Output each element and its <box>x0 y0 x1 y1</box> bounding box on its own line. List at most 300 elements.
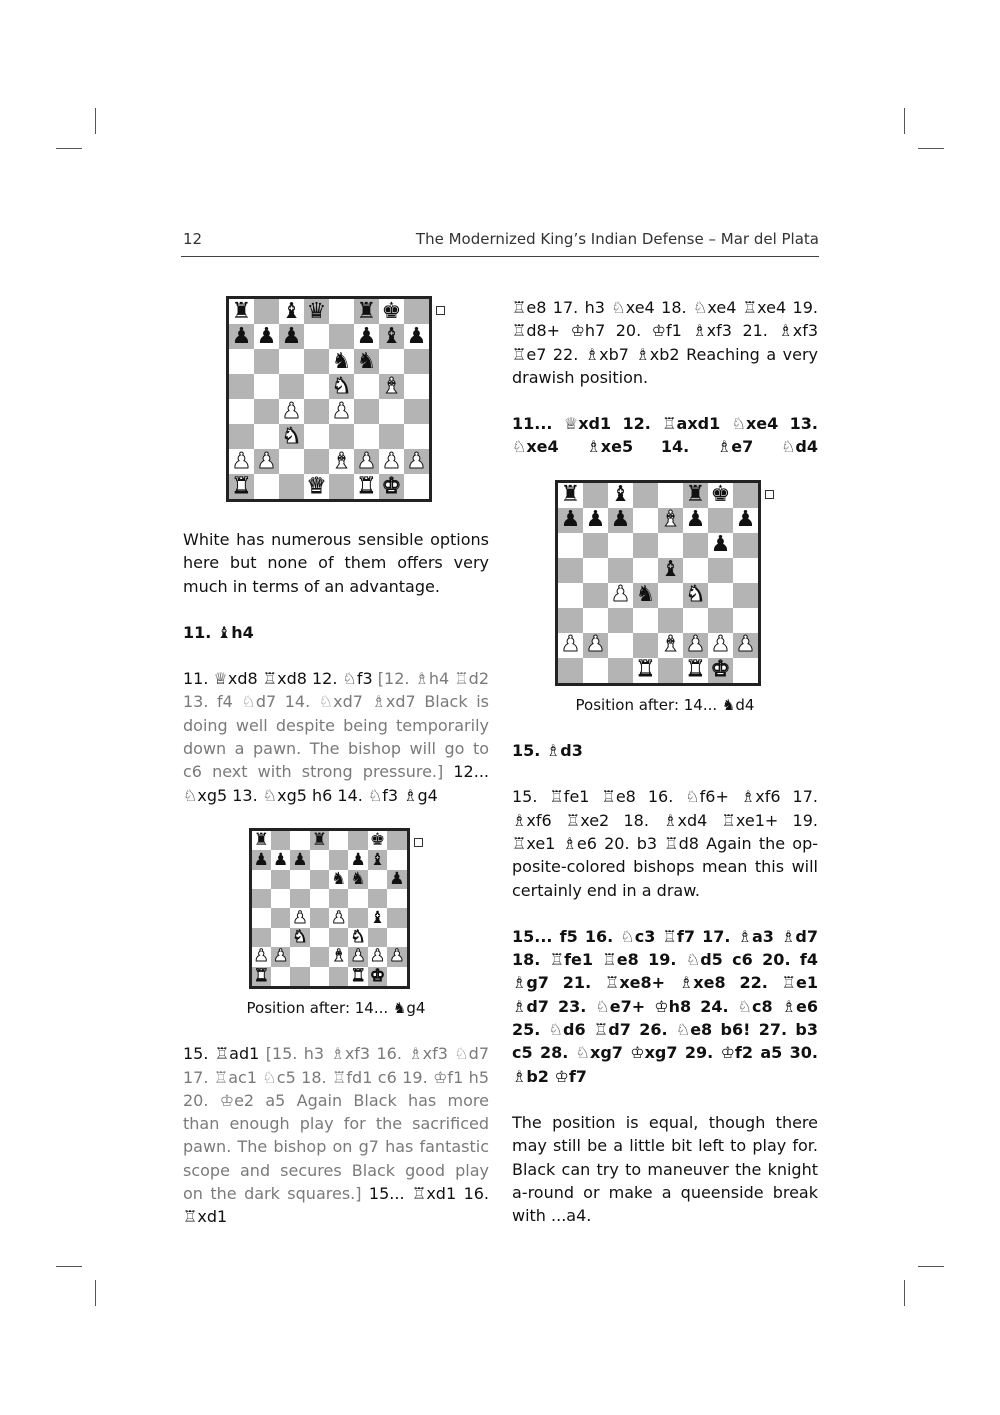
square-f7 <box>354 324 379 349</box>
paragraph: The position is equal, though there may still be a little bit left to play for. Black can try to maneuver the knight a-round or make a queenside break with ...a4. <box>512 1112 818 1226</box>
square-c6 <box>608 533 633 558</box>
black-bishop-icon: ♝ <box>660 557 681 583</box>
square-h6 <box>387 870 406 889</box>
square-d3 <box>633 608 658 633</box>
chess-diagram <box>226 296 446 504</box>
square-f7 <box>683 508 708 533</box>
square-h1 <box>733 658 758 683</box>
paragraph: White has numerous sensible options here but none of them offers very much in terms of an advantage. <box>183 530 489 596</box>
square-e2 <box>658 633 683 658</box>
square-a3 <box>558 608 583 633</box>
white-rook-icon: ♜ <box>635 657 656 683</box>
chess-diagram <box>249 828 424 991</box>
square-c3 <box>608 608 633 633</box>
black-rook-icon: ♜ <box>311 830 327 851</box>
square-a2 <box>252 947 271 966</box>
square-h7 <box>404 324 429 349</box>
square-e6 <box>658 533 683 558</box>
square-e8 <box>329 299 354 324</box>
square-d5 <box>304 374 329 399</box>
black-pawn-icon: ♟ <box>685 507 706 533</box>
square-b8 <box>271 831 290 850</box>
square-h5 <box>733 558 758 583</box>
white-king-icon: ♚ <box>369 965 386 986</box>
square-h3 <box>404 424 429 449</box>
square-g6 <box>708 533 733 558</box>
square-c5 <box>290 889 309 908</box>
square-g6 <box>368 870 387 889</box>
square-g3 <box>708 608 733 633</box>
square-d4 <box>310 908 329 927</box>
black-pawn-icon: ♟ <box>560 507 581 533</box>
crop-mark <box>56 1266 82 1267</box>
square-b7 <box>271 850 290 869</box>
square-c4 <box>608 583 633 608</box>
chessboard <box>249 828 410 989</box>
white-rook-icon: ♜ <box>253 965 269 986</box>
square-b8 <box>254 299 279 324</box>
black-rook-icon: ♜ <box>560 482 581 508</box>
crop-mark <box>918 1266 944 1267</box>
square-h2 <box>387 947 406 966</box>
square-g4 <box>379 399 404 424</box>
black-king-icon: ♚ <box>381 298 402 324</box>
square-d8 <box>304 299 329 324</box>
white-pawn-icon: ♟ <box>560 632 581 658</box>
square-f4 <box>354 399 379 424</box>
square-d7 <box>304 324 329 349</box>
square-e3 <box>329 424 354 449</box>
black-bishop-icon: ♝ <box>369 849 386 870</box>
white-knight-icon: ♞ <box>685 582 706 608</box>
white-rook-icon: ♜ <box>350 965 366 986</box>
square-a5 <box>229 374 254 399</box>
white-pawn-icon: ♟ <box>381 448 402 474</box>
square-g8 <box>368 831 387 850</box>
white-to-move-indicator <box>765 490 774 499</box>
square-f1 <box>683 658 708 683</box>
white-rook-icon: ♜ <box>356 473 377 499</box>
square-h2 <box>404 449 429 474</box>
white-knight-icon: ♞ <box>281 423 302 449</box>
white-pawn-icon: ♟ <box>272 946 289 967</box>
running-header <box>181 230 819 256</box>
square-a4 <box>252 908 271 927</box>
square-h4 <box>404 399 429 424</box>
square-h4 <box>733 583 758 608</box>
square-b4 <box>583 583 608 608</box>
square-h7 <box>733 508 758 533</box>
black-pawn-icon: ♟ <box>585 507 606 533</box>
square-e7 <box>329 324 354 349</box>
square-b4 <box>254 399 279 424</box>
square-f3 <box>354 424 379 449</box>
white-pawn-icon: ♟ <box>350 946 366 967</box>
page-number: 12 <box>183 230 203 248</box>
square-d8 <box>633 483 658 508</box>
black-rook-icon: ♜ <box>231 298 252 324</box>
black-queen-icon: ♛ <box>306 298 327 324</box>
square-b3 <box>254 424 279 449</box>
square-f4 <box>348 908 367 927</box>
square-c3 <box>279 424 304 449</box>
mainline-text: 12... ♘xg5 13. ♘xg5 h6 14. ♘f3 ♗g4 <box>183 762 489 805</box>
square-e2 <box>329 947 348 966</box>
square-b5 <box>583 558 608 583</box>
square-d5 <box>310 889 329 908</box>
square-c6 <box>290 870 309 889</box>
square-h5 <box>387 889 406 908</box>
square-g7 <box>368 850 387 869</box>
black-pawn-icon: ♟ <box>231 323 252 349</box>
white-bishop-icon: ♝ <box>660 507 681 533</box>
black-king-icon: ♚ <box>710 482 731 508</box>
chess-diagram <box>555 480 775 688</box>
square-a7 <box>252 850 271 869</box>
square-b7 <box>254 324 279 349</box>
square-f8 <box>683 483 708 508</box>
square-g6 <box>379 349 404 374</box>
square-c7 <box>608 508 633 533</box>
white-bishop-icon: ♝ <box>660 632 681 658</box>
chessboard <box>555 480 761 686</box>
square-f1 <box>348 967 367 986</box>
white-queen-icon: ♛ <box>306 473 327 499</box>
square-a8 <box>229 299 254 324</box>
square-a7 <box>229 324 254 349</box>
square-d7 <box>633 508 658 533</box>
square-g8 <box>708 483 733 508</box>
white-pawn-icon: ♟ <box>735 632 756 658</box>
square-d7 <box>310 850 329 869</box>
square-c2 <box>608 633 633 658</box>
black-pawn-icon: ♟ <box>389 868 405 889</box>
square-f2 <box>348 947 367 966</box>
square-c5 <box>608 558 633 583</box>
square-d3 <box>310 928 329 947</box>
white-pawn-icon: ♟ <box>585 632 606 658</box>
black-rook-icon: ♜ <box>253 830 269 851</box>
book-title: The Modernized King’s Indian Defense – Mar del Plata <box>415 230 819 248</box>
square-f5 <box>348 889 367 908</box>
white-rook-icon: ♜ <box>231 473 252 499</box>
white-pawn-icon: ♟ <box>231 448 252 474</box>
square-h2 <box>733 633 758 658</box>
mainline-text: 15. ♖ad1 <box>183 1044 266 1064</box>
white-pawn-icon: ♟ <box>331 398 352 424</box>
square-c7 <box>290 850 309 869</box>
square-f7 <box>348 850 367 869</box>
square-f6 <box>683 533 708 558</box>
square-g5 <box>379 374 404 399</box>
black-knight-icon: ♞ <box>635 582 656 608</box>
black-pawn-icon: ♟ <box>610 507 631 533</box>
square-b7 <box>583 508 608 533</box>
square-a8 <box>558 483 583 508</box>
square-d2 <box>633 633 658 658</box>
chessboard <box>226 296 432 502</box>
square-b5 <box>254 374 279 399</box>
white-pawn-icon: ♟ <box>253 946 269 967</box>
white-pawn-icon: ♟ <box>281 398 302 424</box>
square-d4 <box>304 399 329 424</box>
move-heading: 11. ♝h4 <box>183 622 254 642</box>
black-knight-icon: ♞ <box>356 348 377 374</box>
square-f5 <box>354 374 379 399</box>
black-king-icon: ♚ <box>369 830 386 851</box>
square-c7 <box>279 324 304 349</box>
square-b1 <box>583 658 608 683</box>
square-c2 <box>279 449 304 474</box>
square-h5 <box>404 374 429 399</box>
square-e4 <box>329 908 348 927</box>
square-d1 <box>633 658 658 683</box>
move-line: 15... f5 16. ♘c3 ♖f7 17. ♗a3 ♗d7 18. ♖fe1 ♖e8 19. ♘d5 c6 20. f4 ♗g7 21. ♖xe8+ ♗xe8 22. ♖e1 ♗d7 23. ♘e7+ ♔h8 24. ♘c8 ♗e6 25. ♘d6 ♖d7 26. ♘e8 b6! 27. b3 c5 28. ♘xg7 ♔xg7 29. ♔f2 a5 30. ♗b2 ♔f7 <box>512 926 818 1086</box>
square-a7 <box>558 508 583 533</box>
crop-mark <box>904 1280 905 1306</box>
square-e4 <box>658 583 683 608</box>
diagram-caption: Position after: 14... ♞g4 <box>246 998 426 1017</box>
square-a3 <box>252 928 271 947</box>
square-a4 <box>558 583 583 608</box>
square-c8 <box>608 483 633 508</box>
white-knight-icon: ♞ <box>292 927 308 948</box>
square-b4 <box>271 908 290 927</box>
square-a1 <box>229 474 254 499</box>
square-a4 <box>229 399 254 424</box>
square-d6 <box>304 349 329 374</box>
white-pawn-icon: ♟ <box>292 907 308 928</box>
square-d2 <box>304 449 329 474</box>
square-g1 <box>368 967 387 986</box>
square-c6 <box>279 349 304 374</box>
crop-mark <box>904 108 905 134</box>
square-g4 <box>368 908 387 927</box>
square-h3 <box>733 608 758 633</box>
square-c4 <box>290 908 309 927</box>
black-rook-icon: ♜ <box>356 298 377 324</box>
square-h1 <box>387 967 406 986</box>
square-e7 <box>329 850 348 869</box>
annotation-paragraph <box>183 667 489 807</box>
header-rule <box>181 256 819 257</box>
square-h1 <box>404 474 429 499</box>
variation-text: [12. ♗h4 ♖d2 13. f4 ♘d7 14. ♘xd7 ♗xd7 Black is doing well despite being temporarily down a pawn. The bishop will go to c6 next with strong pressure.] <box>183 669 490 782</box>
move-line: 11... ♕xd1 12. ♖axd1 ♘xe4 13. ♘xe4 ♗xe5 14. ♗e7 ♘d4 <box>512 414 818 457</box>
black-pawn-icon: ♟ <box>253 849 269 870</box>
annotation-paragraph: 15. ♖fe1 ♖e8 16. ♘f6+ ♗xf6 17. ♗xf6 ♖xe2 18. ♗xd4 ♖xe1+ 19. ♖xe1 ♗e6 20. b3 ♖d8 Again the op-posite-colored bishops mean this will certainly end in a draw. <box>512 787 818 900</box>
square-e6 <box>329 349 354 374</box>
crop-mark <box>56 148 82 149</box>
square-d3 <box>304 424 329 449</box>
square-h8 <box>404 299 429 324</box>
mainline-text: 11. ♕xd8 ♖xd8 12. ♘f3 <box>183 669 378 689</box>
square-e1 <box>329 474 354 499</box>
white-rook-icon: ♜ <box>685 657 706 683</box>
square-c5 <box>279 374 304 399</box>
square-b2 <box>583 633 608 658</box>
black-pawn-icon: ♟ <box>350 849 366 870</box>
square-e1 <box>329 967 348 986</box>
square-c3 <box>290 928 309 947</box>
square-b6 <box>583 533 608 558</box>
square-a6 <box>252 870 271 889</box>
variation-text: [15. h3 ♗xf3 16. ♗xf3 ♘d7 17. ♖ac1 ♘c5 18. ♖fd1 c6 19. ♔f1 h5 20. ♔e2 a5 Again Black has more than enough play for the sacrificed pawn. The bishop on g7 has fantastic scope and secures Black good play on the dark squares.] <box>183 1044 489 1204</box>
square-d5 <box>633 558 658 583</box>
white-to-move-indicator <box>436 306 445 315</box>
square-d8 <box>310 831 329 850</box>
square-h8 <box>387 831 406 850</box>
black-bishop-icon: ♝ <box>369 907 386 928</box>
square-b3 <box>271 928 290 947</box>
square-e5 <box>658 558 683 583</box>
square-f3 <box>348 928 367 947</box>
black-pawn-icon: ♟ <box>272 849 289 870</box>
square-c1 <box>608 658 633 683</box>
square-a1 <box>252 967 271 986</box>
black-bishop-icon: ♝ <box>610 482 631 508</box>
black-knight-icon: ♞ <box>331 868 347 889</box>
square-f2 <box>683 633 708 658</box>
crop-mark <box>95 108 96 134</box>
square-c4 <box>279 399 304 424</box>
square-b1 <box>271 967 290 986</box>
square-a6 <box>558 533 583 558</box>
square-e3 <box>329 928 348 947</box>
black-pawn-icon: ♟ <box>256 323 277 349</box>
black-pawn-icon: ♟ <box>281 323 302 349</box>
square-h6 <box>733 533 758 558</box>
square-g1 <box>708 658 733 683</box>
white-bishop-icon: ♝ <box>331 448 352 474</box>
square-f3 <box>683 608 708 633</box>
white-pawn-icon: ♟ <box>610 582 631 608</box>
square-f1 <box>354 474 379 499</box>
square-a5 <box>558 558 583 583</box>
black-pawn-icon: ♟ <box>735 507 756 533</box>
square-a8 <box>252 831 271 850</box>
square-b8 <box>583 483 608 508</box>
square-e3 <box>658 608 683 633</box>
square-b6 <box>271 870 290 889</box>
white-pawn-icon: ♟ <box>356 448 377 474</box>
square-b2 <box>271 947 290 966</box>
black-pawn-icon: ♟ <box>292 849 308 870</box>
white-pawn-icon: ♟ <box>710 632 731 658</box>
square-e4 <box>329 399 354 424</box>
square-b5 <box>271 889 290 908</box>
square-e8 <box>658 483 683 508</box>
square-e5 <box>329 889 348 908</box>
annotation-paragraph <box>183 1042 489 1228</box>
square-c2 <box>290 947 309 966</box>
square-c1 <box>290 967 309 986</box>
square-g4 <box>708 583 733 608</box>
right-column <box>512 296 818 1250</box>
square-a6 <box>229 349 254 374</box>
square-d6 <box>633 533 658 558</box>
square-g5 <box>368 889 387 908</box>
crop-mark <box>95 1280 96 1306</box>
square-d2 <box>310 947 329 966</box>
black-pawn-icon: ♟ <box>710 532 731 558</box>
white-bishop-icon: ♝ <box>331 946 347 967</box>
square-c1 <box>279 474 304 499</box>
square-h6 <box>404 349 429 374</box>
square-c8 <box>290 831 309 850</box>
square-d4 <box>633 583 658 608</box>
black-knight-icon: ♞ <box>350 868 366 889</box>
white-pawn-icon: ♟ <box>406 448 427 474</box>
square-g1 <box>379 474 404 499</box>
square-g2 <box>368 947 387 966</box>
square-d1 <box>310 967 329 986</box>
square-h7 <box>387 850 406 869</box>
square-f8 <box>354 299 379 324</box>
square-d6 <box>310 870 329 889</box>
white-king-icon: ♚ <box>710 657 731 683</box>
square-b3 <box>583 608 608 633</box>
square-a5 <box>252 889 271 908</box>
white-to-move-indicator <box>414 838 423 847</box>
square-g7 <box>379 324 404 349</box>
white-king-icon: ♚ <box>381 473 402 499</box>
square-f4 <box>683 583 708 608</box>
diagram-caption: Position after: 14... ♞d4 <box>575 695 755 714</box>
square-e7 <box>658 508 683 533</box>
square-f6 <box>348 870 367 889</box>
black-knight-icon: ♞ <box>331 348 352 374</box>
mainline-text: 15... ♖xd1 16. ♖xd1 <box>183 1184 490 1227</box>
square-d1 <box>304 474 329 499</box>
square-g2 <box>379 449 404 474</box>
square-e8 <box>329 831 348 850</box>
black-bishop-icon: ♝ <box>381 323 402 349</box>
square-a3 <box>229 424 254 449</box>
move-heading: 15. ♗d3 <box>512 741 583 761</box>
square-b2 <box>254 449 279 474</box>
square-c8 <box>279 299 304 324</box>
white-pawn-icon: ♟ <box>389 946 405 967</box>
square-g3 <box>368 928 387 947</box>
left-column <box>183 296 489 1252</box>
crop-mark <box>918 148 944 149</box>
white-knight-icon: ♞ <box>331 373 352 399</box>
square-g7 <box>708 508 733 533</box>
square-g5 <box>708 558 733 583</box>
square-g8 <box>379 299 404 324</box>
white-pawn-icon: ♟ <box>331 907 347 928</box>
white-bishop-icon: ♝ <box>381 373 402 399</box>
black-rook-icon: ♜ <box>685 482 706 508</box>
white-knight-icon: ♞ <box>350 927 366 948</box>
black-pawn-icon: ♟ <box>406 323 427 349</box>
paragraph: ♖e8 17. h3 ♘xe4 18. ♘xe4 ♖xe4 19. ♖d8+ ♔h7 20. ♔f1 ♗xf3 21. ♗xf3 ♖e7 22. ♗xb7 ♗xb2 Reaching a very drawish position. <box>512 298 818 387</box>
square-e6 <box>329 870 348 889</box>
square-a1 <box>558 658 583 683</box>
white-pawn-icon: ♟ <box>685 632 706 658</box>
square-e1 <box>658 658 683 683</box>
square-f6 <box>354 349 379 374</box>
black-bishop-icon: ♝ <box>281 298 302 324</box>
square-e5 <box>329 374 354 399</box>
square-g2 <box>708 633 733 658</box>
square-a2 <box>558 633 583 658</box>
white-pawn-icon: ♟ <box>369 946 386 967</box>
square-h8 <box>733 483 758 508</box>
square-b6 <box>254 349 279 374</box>
black-pawn-icon: ♟ <box>356 323 377 349</box>
